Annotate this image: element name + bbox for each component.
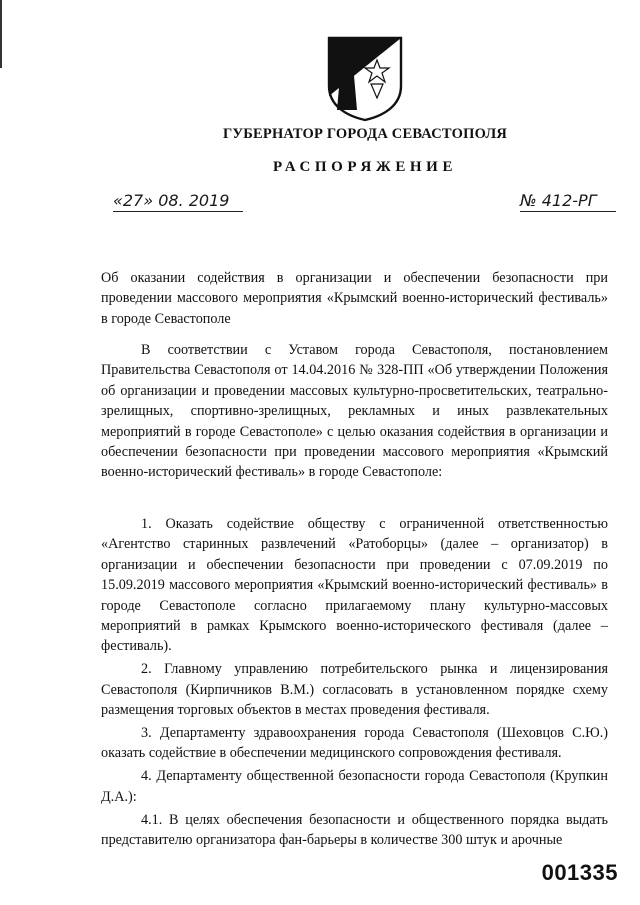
issuer-title: ГУБЕРНАТОР ГОРОДА СЕВАСТОПОЛЯ [222, 126, 508, 142]
order-item: 3. Департаменту здравоохранения города Севастополя (Шеховцов С.Ю.) оказать содействие в обеспечении медицинского сопровождения фестиваля. [101, 725, 608, 762]
order-items [101, 514, 608, 853]
document-code: 001335 [541, 860, 618, 885]
subject-text: Об оказании содействия в организации и обеспечении безопасности при проведении массового мероприятия «Крымский военно-исторический фестиваль» в городе Севастополе [101, 270, 608, 327]
order-item: 4.1. В целях обеспечения безопасности и общественного порядка выдать представителю организатора фан-барьеры в количестве 300 штук и арочные [101, 811, 608, 849]
preamble-text: В соответствии с Уставом города Севастополя, постановлением Правительства Севастополя от 14.04.2016 № 328-ПП «Об утверждении Положения об организации и проведении массовых культурно-просветительских, театрально-зрелищных, спортивно-зрелищных, рекламных и иных развлекательных мероприятий в городе Севастополе» с целью оказания содействия в организации и обеспечении безопасности при проведении массового мероприятия «Крымский военно-исторический фестиваль» в городе Севастополе: [101, 342, 608, 481]
subject-block [101, 268, 608, 329]
document-type: РАСПОРЯЖЕНИЕ [272, 159, 458, 175]
document-date: «27» 08. 2019 [113, 191, 243, 212]
sevastopol-coat-of-arms-icon [327, 36, 403, 122]
preamble-block [101, 340, 608, 483]
order-item: 1. Оказать содействие обществу с ограниченной ответственностью «Агентство старинных развлечений «Ратоборцы» (далее – организатор) в организации и обеспечении безопасности при проведении с 07.09.2019 по 15.09.2019 массового мероприятия «Крымский военно-исторический фестиваль» в городе Севастополе согласно прилагаемому плану культурно-массовых мероприятий в рамках Крымского военно-исторического фестиваля (далее – фестиваль). [101, 516, 608, 655]
page-edge-mark [0, 0, 2, 68]
order-item: 4. Департаменту общественной безопасности города Севастополя (Крупкин Д.А.): [101, 768, 608, 805]
order-item: 2. Главному управлению потребительского рынка и лицензирования Севастополя (Кирпичников В.М.) согласовать в установленном порядке схему размещения торговых объектов в местах проведения фестиваля. [101, 661, 608, 719]
document-number: № 412-РГ [520, 191, 616, 212]
